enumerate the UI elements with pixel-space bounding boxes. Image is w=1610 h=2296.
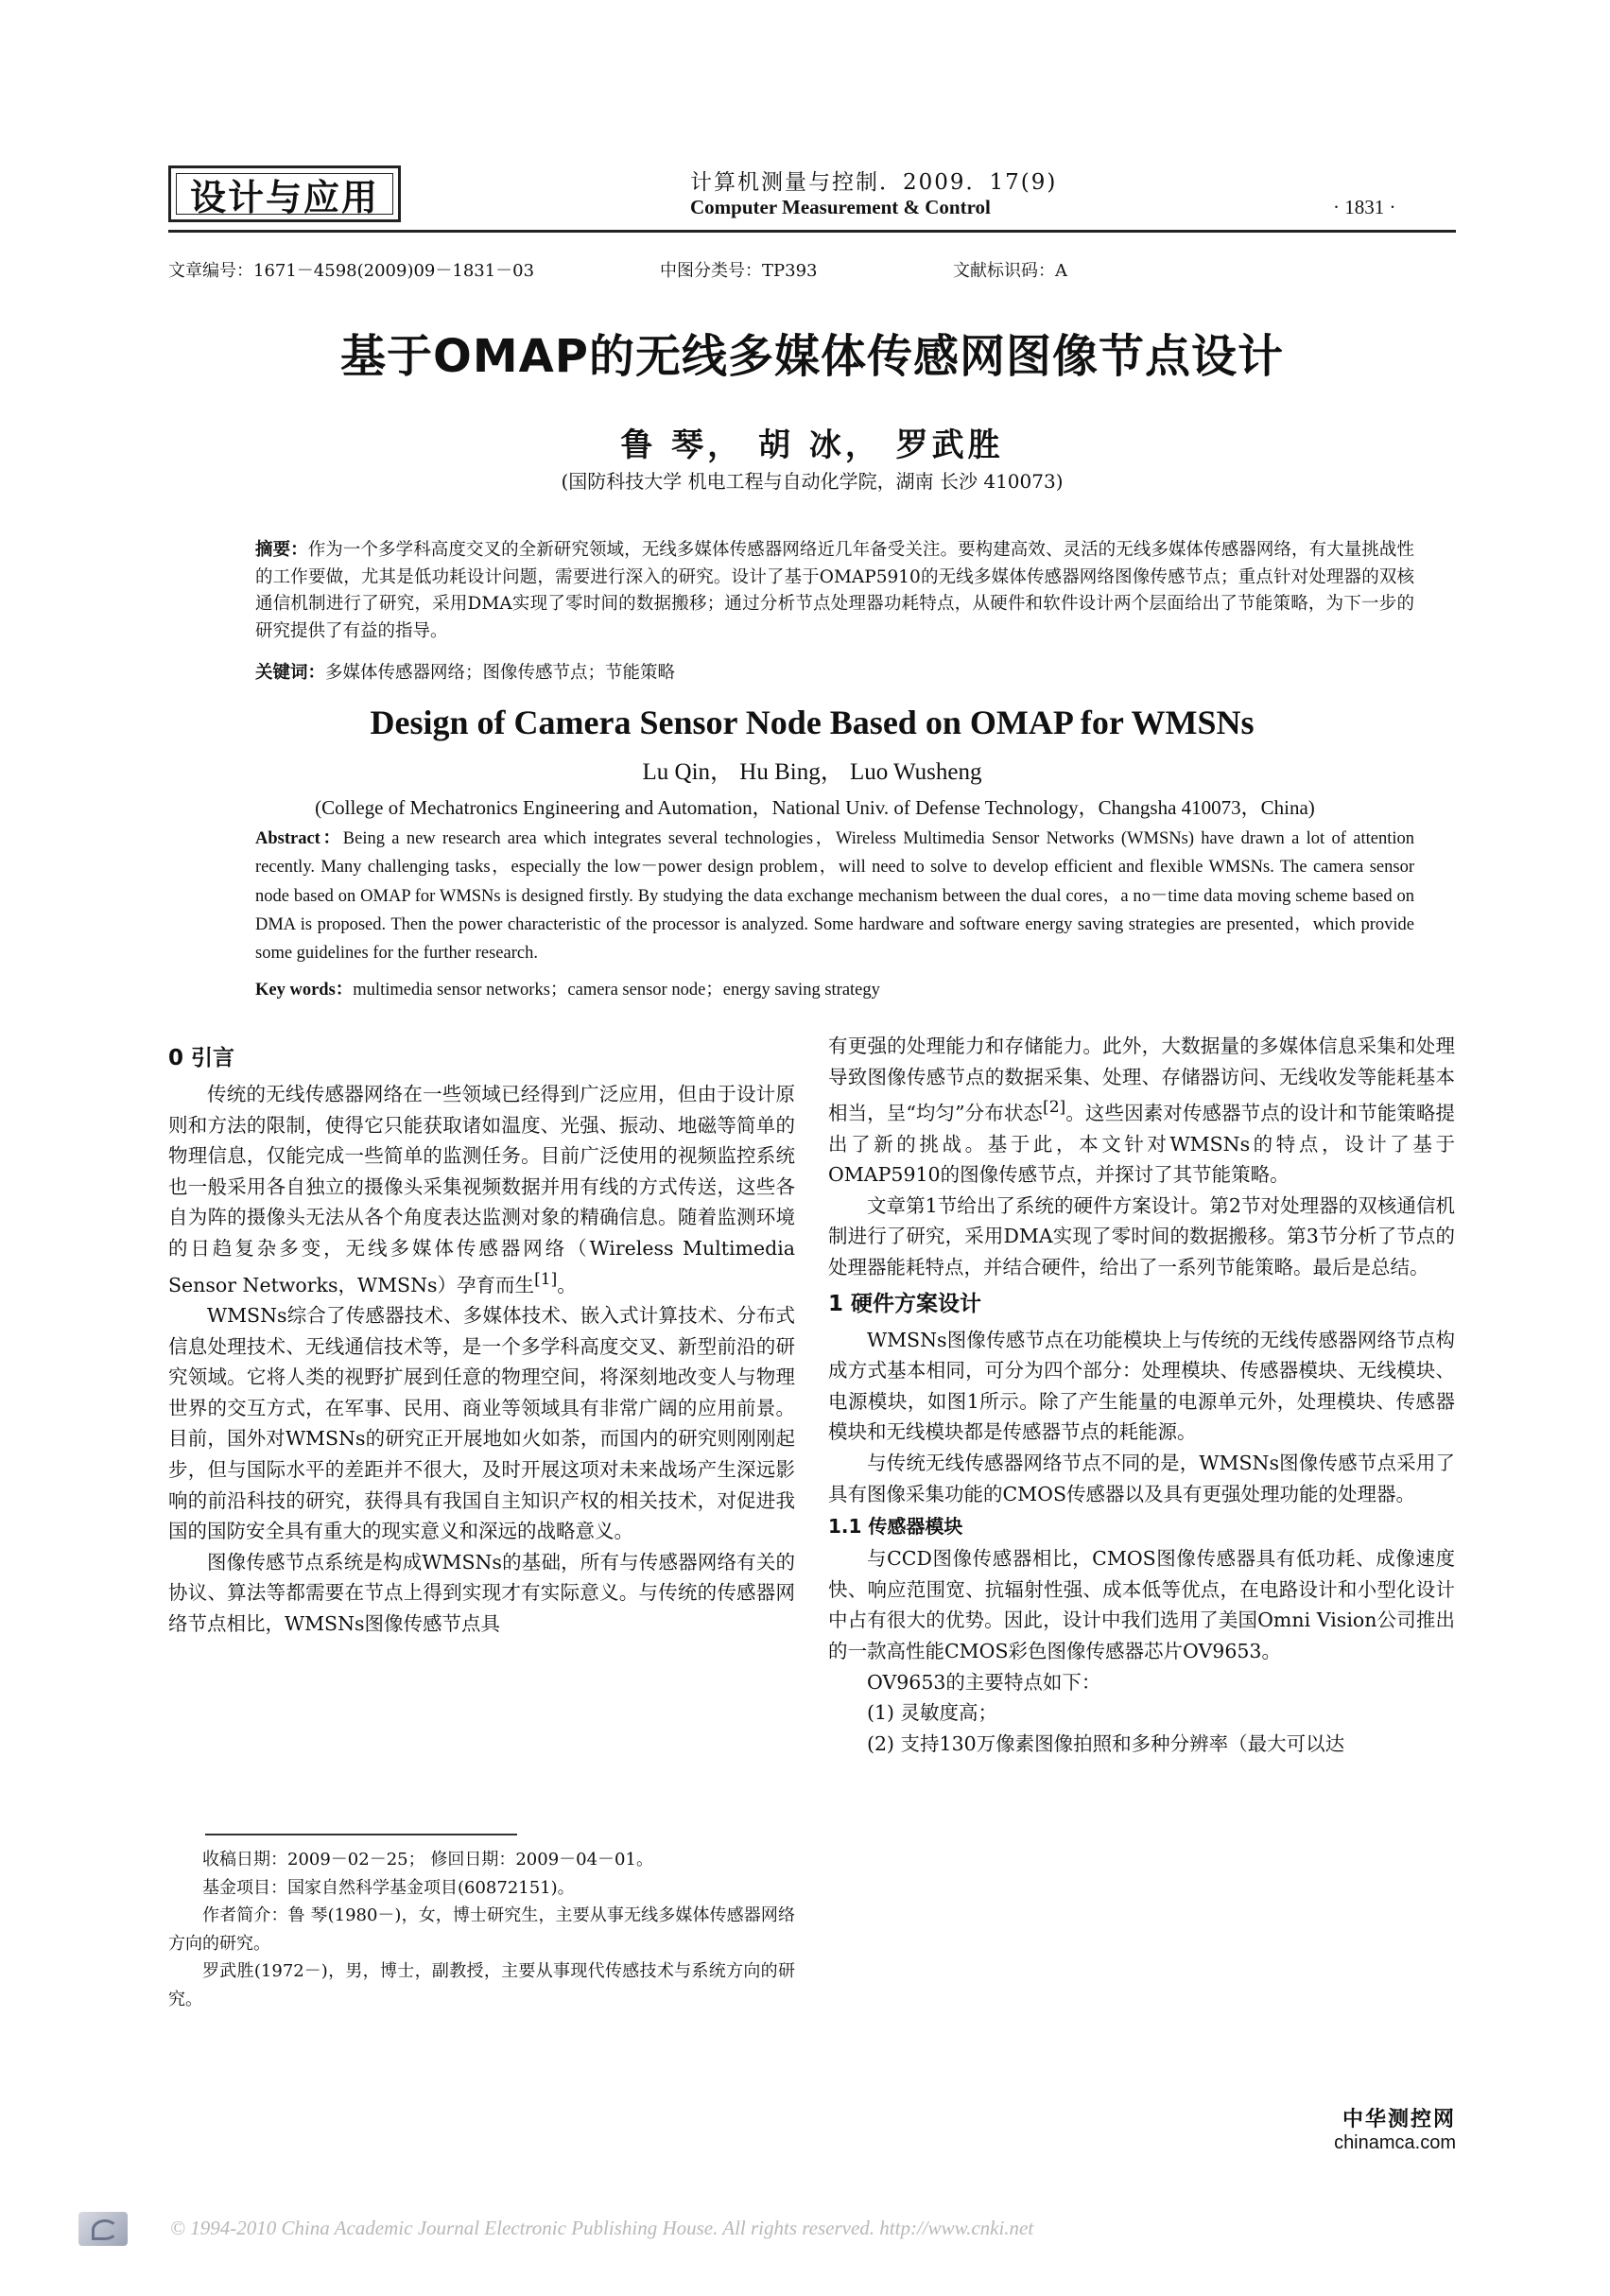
cnki-logo-icon <box>78 2212 128 2246</box>
citation-1: [1] <box>534 1269 558 1289</box>
right-paragraph-2: 文章第1节给出了系统的硬件方案设计。第2节对处理器的双核通信机制进行了研究，采用DMA实现了零时间的数据搬移。第3节分析了节点的处理器能耗特点，并结合硬件，给出了一系列节能策略。最后是总结。 <box>828 1193 1455 1278</box>
section-1-1-paragraph-1: 与CCD图像传感器相比，CMOS图像传感器具有低功耗、成像速度快、响应范围宽、抗辐射性强、成本低等优点，在电路设计和小型化设计中占有很大的优势。因此，设计中我们选用了美国Omni Vision公司推出的一款高性能CMOS彩色图像传感器芯片OV9653。 <box>828 1547 1455 1662</box>
section-label: 设计与应用 <box>176 173 393 215</box>
section-1-heading: 1 硬件方案设计 <box>828 1291 982 1316</box>
section-label-box <box>168 165 401 222</box>
section-1-1-heading: 1.1 传感器模块 <box>828 1515 963 1539</box>
keywords-en-text: multimedia sensor networks；camera sensor node；energy saving strategy <box>353 981 880 1000</box>
copyright-notice: © 1994-2010 China Academic Journal Electronic Publishing House. All rights reserved. http://www.cnki.net <box>170 2217 1034 2239</box>
section-1-paragraph-1: WMSNs图像传感节点在功能模块上与传统的无线传感器网络节点构成方式基本相同，可分为四个部分：处理模块、传感器模块、无线模块、电源模块，如图1所示。除了产生能量的电源单元外，处理模块、传感器模块和无线模块都是传感器节点的耗能源。 <box>828 1328 1455 1444</box>
page-number: · 1831 · <box>1333 196 1396 218</box>
footnote-author-2: 罗武胜(1972－)，男，博士，副教授，主要从事现代传感技术与系统方向的研究。 <box>168 1961 795 2009</box>
journal-name-en: Computer Measurement & Control <box>690 196 991 218</box>
keywords-cn-label: 关键词： <box>255 663 326 683</box>
paragraph-end: 。 <box>557 1273 577 1296</box>
abstract-cn-text: 作为一个多学科高度交叉的全新研究领域，无线多媒体传感器网络近几年备受关注。要构建高效、灵活的无线多媒体传感器网络，有大量挑战性的工作要做，尤其是低功耗设计问题，需要进行深入的研究。设计了基于OMAP5910的无线多媒体传感器网络图像传感节点；重点针对处理器的双核通信机制进行了研究，采用DMA实现了零时间的数据搬移；通过分析节点处理器功耗特点，从硬件和软件设计两个层面给出了节能策略，为下一步的研究提供了有益的指导。 <box>255 540 1414 641</box>
footnote-author-1: 作者简介：鲁 琴(1980－)，女，博士研究生，主要从事无线多媒体传感器网络方向的研究。 <box>168 1905 795 1954</box>
section-0-paragraph-2: WMSNs综合了传感器技术、多媒体技术、嵌入式计算技术、分布式信息处理技术、无线通信技术等，是一个多学科高度交叉、新型前沿的研究领域。它将人类的视野扩展到任意的物理空间，将深刻地改变人与物理世界的交互方式，在军事、民用、商业等领域具有非常广阔的应用前景。目前，国外对WMSNs的研究正开展地如火如荼，而国内的研究则刚刚起步，但与国际水平的差距并不很大，及时开展这项对未来战场产生深远影响的前沿科技的研究，获得具有我国自主知识产权的相关技术，对促进我国的国防安全具有重大的现实意义和深远的战略意义。 <box>168 1303 795 1543</box>
affiliation-cn: (国防科技大学 机电工程与自动化学院，湖南 长沙 410073) <box>561 470 1064 493</box>
keywords-cn-text: 多媒体传感器网络；图像传感节点；节能策略 <box>325 663 676 683</box>
paragraph-text: 有更强的处理能力和存储能力。此外，大数据量的多媒体信息采集和处理导致图像传感节点的数据采集、处理、存储器访问、无线收发等能耗基本相当，呈“均匀”分布状态 <box>828 1035 1455 1125</box>
brand-name-cn: 中华测控网 <box>1342 2108 1456 2131</box>
right-paragraph-1 <box>828 1031 1455 1191</box>
brand-url: chinamca.com <box>1334 2132 1456 2153</box>
paper-title-en: Design of Camera Sensor Node Based on OMAP for WMSNs <box>370 704 1255 741</box>
keywords-cn <box>255 659 1414 684</box>
body-column-left <box>168 1037 795 1640</box>
list-item-1: (1) 灵敏度高； <box>867 1701 998 1725</box>
body-column-right <box>828 1031 1455 1759</box>
list-item-2: (2) 支持130万像素图像拍照和多种分辨率（最大可以达 <box>867 1731 1345 1755</box>
abstract-cn-label: 摘要： <box>255 540 308 560</box>
paragraph-text: 。这些因素对传感器节点的设计和节能策略提出了新的挑战。基于此，本文针对WMSNs的特点，设计了基于OMAP5910的图像传感节点，并探讨了其节能策略。 <box>828 1102 1456 1187</box>
article-meta <box>168 257 1456 282</box>
journal-name-cn: 计算机测量与控制．2009．17(9) <box>690 170 1058 195</box>
header-rule <box>168 230 1456 233</box>
section-1-1-paragraph-2: OV9653的主要特点如下： <box>867 1670 1101 1694</box>
section-0-heading: 0 引言 <box>168 1046 235 1070</box>
footnotes <box>168 1846 795 2013</box>
document-code: 文献标识码：A <box>953 261 1067 281</box>
footnote-fund: 基金项目：国家自然科学基金项目(60872151)。 <box>202 1877 575 1898</box>
authors-cn: 鲁 琴， 胡 冰， 罗武胜 <box>620 426 1004 464</box>
keywords-en-label: Key words： <box>255 981 354 1000</box>
footnote-received: 收稿日期：2009－02－25； 修回日期：2009－04－01。 <box>202 1850 653 1870</box>
abstract-en-text: Being a new research area which integrates several technologies，Wireless Multimedia Sensor Networks (WMSNs) have drawn a lot of attention recently. Many challenging tasks，especially the low－power design problem，will need to solve to develop efficient and flexible WMSNs. The camera sensor node based on OMAP for WMSNs is designed firstly. By studying the data exchange mechanism between the dual cores，a no－time data moving scheme based on DMA is proposed. Then the power characteristic of the processor is analyzed. Some hardware and software energy saving strategies are presented，which provide some guidelines for the further research. <box>255 829 1415 964</box>
abstract-en <box>255 825 1414 967</box>
section-1-paragraph-2: 与传统无线传感器网络节点不同的是，WMSNs图像传感节点采用了具有图像采集功能的CMOS传感器以及具有更强处理功能的处理器。 <box>828 1451 1455 1505</box>
citation-2: [2] <box>1043 1098 1066 1118</box>
section-0-paragraph-3: 图像传感节点系统是构成WMSNs的基础，所有与传感器网络有关的协议、算法等都需要在节点上得到实现才有实际意义。与传统的传感器网络节点相比，WMSNs图像传感节点具 <box>168 1550 795 1635</box>
authors-en: Lu Qin， Hu Bing， Luo Wusheng <box>642 759 982 785</box>
article-number: 文章编号：1671－4598(2009)09－1831－03 <box>168 261 535 281</box>
abstract-cn <box>255 537 1414 645</box>
paragraph-text: 传统的无线传感器网络在一些领域已经得到广泛应用，但由于设计原则和方法的限制，使得它只能获取诸如温度、光强、振动、地磁等简单的物理信息，仅能完成一些简单的监测任务。目前广泛使用的视频监控系统也一般采用各自独立的摄像头采集视频数据并用有线的方式传送，这些各自为阵的摄像头无法从各个角度表达监测对象的精确信息。随着监测环境的日趋复杂多变，无线多媒体传感器网络（Wireless Multimedia Sensor Networks，WMSNs）孕育而生 <box>168 1083 795 1296</box>
section-0-paragraph-1 <box>168 1079 795 1300</box>
clc-number: 中图分类号：TP393 <box>660 261 818 281</box>
paper-title-cn: 基于OMAP的无线多媒体传感网图像节点设计 <box>340 330 1284 383</box>
keywords-en <box>255 976 1414 1000</box>
footnote-rule <box>205 1834 517 1835</box>
site-brand <box>1305 2103 1456 2154</box>
affiliation-en: (College of Mechatronics Engineering and Automation，National Univ. of Defense Technology，Changsha 410073，China) <box>315 796 1315 819</box>
abstract-en-label: Abstract： <box>255 829 343 848</box>
